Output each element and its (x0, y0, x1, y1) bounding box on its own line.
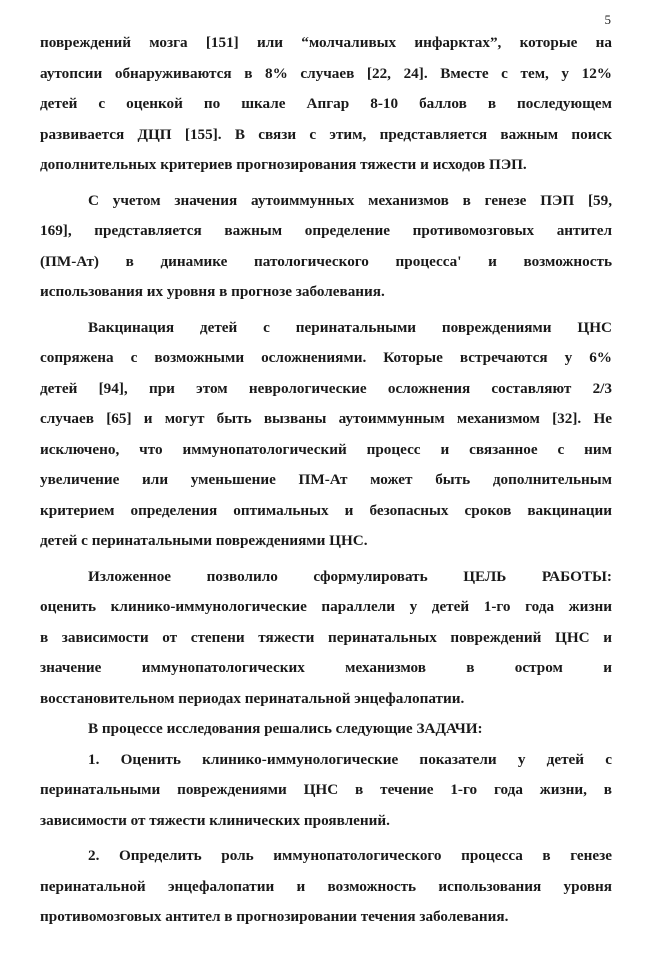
text-line: 169], представляется важным определение противомозговых антител (40, 222, 612, 239)
text-line: детей [94], при этом неврологические осложнения составляют 2/3 (40, 379, 612, 397)
paragraph-brain-injuries (40, 28, 612, 181)
text-line: сопряжена с возможными осложнениями. Которые встречаются у 6% (40, 349, 612, 366)
text-line: восстановительном периодах перинатальной энцефалопатии. (40, 689, 465, 707)
task-item-1 (40, 745, 612, 837)
paragraph-tasks-heading (40, 714, 612, 745)
text-line: перинатальной энцефалопатии и возможность использования уровня (40, 877, 612, 895)
text-line: критерием определения оптимальных и безопасных сроков вакцинации (40, 501, 612, 519)
text-line: дополнительных критериев прогнозирования тяжести и исходов ПЭП. (40, 156, 527, 173)
text-line: оценить клинико-иммунологические параллели у детей 1-го года жизни (40, 598, 612, 615)
paragraph-goal (40, 562, 612, 715)
text-line: аутопсии обнаруживаются в 8% случаев [22, 24]. Вместе с тем, у 12% (40, 64, 612, 82)
text-line: противомозговых антител в прогнозировании течения заболевания. (40, 908, 509, 925)
text-line: В процессе исследования решались следующие ЗАДАЧИ: (88, 720, 483, 737)
text-line: зависимости от тяжести клинических проявлений. (40, 811, 390, 829)
text-line: исключено, что иммунопатологический процесс и связанное с ним (40, 440, 612, 458)
text-line: использования их уровня в прогнозе заболевания. (40, 283, 385, 300)
text-line: Вакцинация детей с перинатальными повреждениями ЦНС (88, 318, 612, 336)
text-line: 2. Определить роль иммунопатологического процесса в генезе (88, 847, 612, 864)
task-item-2 (40, 841, 612, 933)
text-line: детей с перинатальными повреждениями ЦНС. (40, 532, 368, 549)
page-body (40, 28, 612, 933)
text-line: перинатальными повреждениями ЦНС в течение 1-го года жизни, в (40, 781, 612, 798)
text-line: значение иммунопатологических механизмов в остром и (40, 659, 612, 676)
paragraph-vaccination (40, 313, 612, 557)
text-line: развивается ДЦП [155]. В связи с этим, представляется важным поиск (40, 125, 612, 143)
text-line: (ПМ-Ат) в динамике патологического процесса' и возможность (40, 252, 612, 270)
text-line: Изложенное позволило сформулировать ЦЕЛЬ РАБОТЫ: (88, 567, 612, 585)
text-line: 1. Оценить клинико-иммунологические показатели у детей с (88, 750, 612, 768)
text-line: случаев [65] и могут быть вызваны аутоиммунным механизмом [32]. Не (40, 410, 612, 427)
text-line: в зависимости от степени тяжести перинатальных повреждений ЦНС и (40, 628, 612, 646)
paragraph-autoimmune (40, 186, 612, 308)
text-line: С учетом значения аутоиммунных механизмов в генезе ПЭП [59, (88, 191, 612, 209)
page-number: 5 (604, 12, 611, 27)
text-line: увеличение или уменьшение ПМ-Ат может быть дополнительным (40, 471, 612, 488)
text-line: повреждений мозга [151] или “молчаливых инфарктах”, которые на (40, 34, 612, 51)
text-line: детей с оценкой по шкале Апгар 8-10 баллов в последующем (40, 95, 612, 112)
